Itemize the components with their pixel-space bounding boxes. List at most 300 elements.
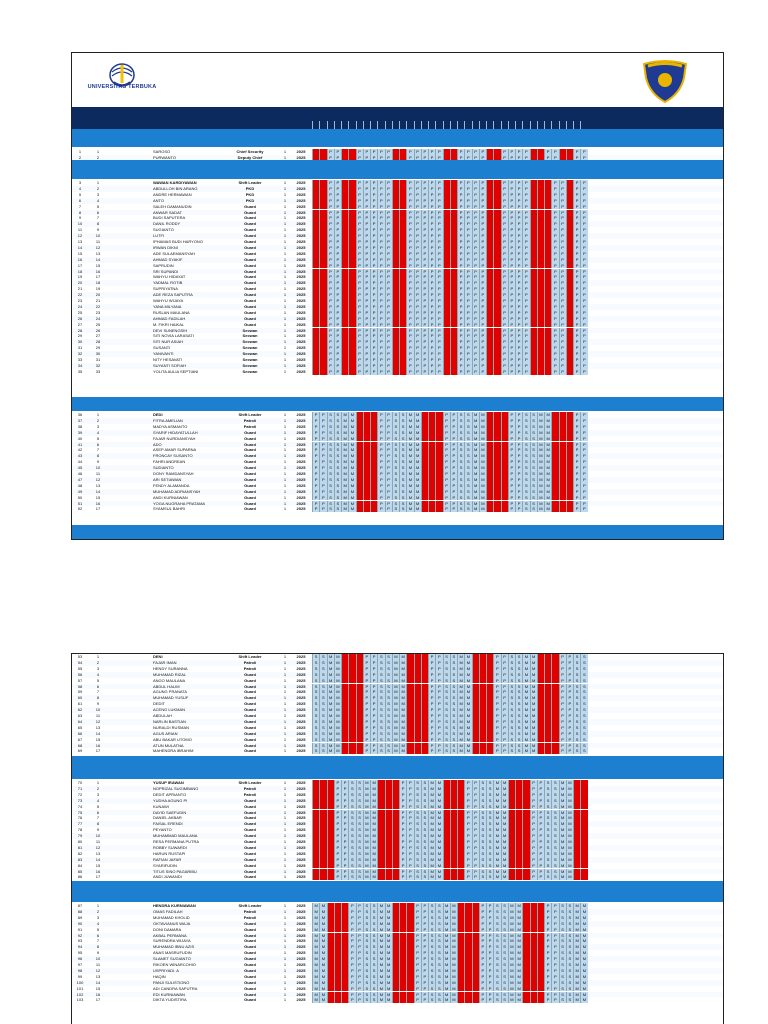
shift-cell: M [319,956,326,962]
group-number: 1 [279,980,291,986]
shift-cell: P [472,815,479,821]
shift-cell: P [385,436,392,442]
row-number: 18 [73,269,87,275]
shift-cell: M [479,471,486,477]
shift-cell: S [348,851,355,857]
shift-cell: M [544,495,551,501]
shift-cell: M [493,798,500,804]
shift-cell: S [515,684,522,690]
shift-cell: P [312,436,319,442]
shift-cell: M [537,430,544,436]
shift-cell: S [486,821,493,827]
shift-cell: S [464,495,471,501]
shift-cell: S [421,869,428,875]
shift-cell: S [479,810,486,816]
shift-cell: M [501,869,508,875]
shift-cell: P [508,483,515,489]
shift-cell: M [319,909,326,915]
year: 2025 [293,257,309,263]
group-number: 1 [279,149,291,155]
shift-cell: M [312,956,319,962]
personnel-role: Guard [232,737,268,743]
shift-cell: M [522,748,529,754]
shift-cell: M [392,689,399,695]
shift-cell: P [327,333,334,339]
shift-cell: P [551,968,558,974]
shift-cell: P [472,345,479,351]
shift-cell: M [493,815,500,821]
shift-cell: P [501,678,508,684]
shift-cell: P [406,227,413,233]
shift-cell: S [319,701,326,707]
year: 2025 [293,210,309,216]
shift-cell: M [566,874,573,880]
shift-cell: P [385,442,392,448]
shift-cell: P [559,210,566,216]
shift-cell [479,748,486,754]
shift-cell: P [414,155,421,161]
shift-cell: S [370,944,377,950]
shift-cell: P [363,251,370,257]
personnel-role: Guard [232,442,268,448]
shift-cell: P [428,333,435,339]
shift-cell: S [327,418,334,424]
shift-cell: P [435,304,442,310]
shift-cell: S [544,845,551,851]
shift-cell: P [493,666,500,672]
shift-cell: M [479,430,486,436]
shift-cell: P [435,310,442,316]
shift-cell: P [573,465,580,471]
shift-cell: M [443,921,450,927]
shift-cell: S [421,798,428,804]
shift-cell: M [537,436,544,442]
personnel-name: SAPRUDIN [152,263,238,269]
shift-cell: M [319,950,326,956]
shift-cell [537,748,544,754]
shift-cell: S [377,660,384,666]
shift-cell: P [356,149,363,155]
shift-cell: P [377,322,384,328]
shift-cell: S [443,660,450,666]
shift-cell: P [319,471,326,477]
year: 2025 [293,363,309,369]
shift-cell: P [464,798,471,804]
shift-cell: M [508,938,515,944]
personnel-name: ABDULAH [152,713,238,719]
shift-cell: P [356,909,363,915]
shift-cell: P [551,333,558,339]
shift-cell: S [559,974,566,980]
year: 2025 [293,915,309,921]
shift-cell [327,997,334,1003]
shift-cell: P [493,654,500,660]
shift-cell: P [559,339,566,345]
shift-cell: P [457,333,464,339]
shift-cell [399,369,406,375]
shift-cell: P [377,304,384,310]
group-number: 1 [279,453,291,459]
personnel-role: Patroli [232,424,268,430]
shift-cell: M [341,430,348,436]
shift-cell: P [508,269,515,275]
shift-cell: P [544,997,551,1003]
personnel-role: Guard [232,798,268,804]
shift-cell: S [428,956,435,962]
personnel-name: SALEH DAMANUDIN [152,204,238,210]
shift-cell: S [522,477,529,483]
shift-cell: P [406,192,413,198]
shift-cell: P [406,221,413,227]
year: 2025 [293,725,309,731]
shift-cell: P [515,245,522,251]
shift-cell: P [573,442,580,448]
shift-cell: P [414,992,421,998]
row-index: 23 [90,310,106,316]
shift-cell: S [435,944,442,950]
shift-cell: S [486,857,493,863]
personnel-role: Guard [232,851,268,857]
shift-cell: M [515,933,522,939]
shift-cell: M [341,418,348,424]
shift-cell: S [334,495,341,501]
shift-cell: S [385,713,392,719]
shift-cell: M [522,725,529,731]
shift-cell: M [435,786,442,792]
shift-cell: M [450,992,457,998]
row-index: 15 [90,495,106,501]
shift-cell: P [486,950,493,956]
shift-cell: P [559,186,566,192]
shift-cell: M [341,477,348,483]
shift-cell: P [450,447,457,453]
shift-cell: M [508,974,515,980]
shift-cell: P [472,280,479,286]
personnel-name: MUHAMAD KHOLID [152,915,238,921]
shift-cell: P [370,210,377,216]
shift-cell: S [363,956,370,962]
group-number: 1 [279,215,291,221]
shift-cell: S [319,654,326,660]
shift-cell: P [435,737,442,743]
year: 2025 [293,316,309,322]
shift-cell: P [508,186,515,192]
row-number: 33 [73,357,87,363]
shift-cell: M [334,672,341,678]
shift-cell: P [435,186,442,192]
shift-cell: M [443,927,450,933]
shift-cell: S [319,707,326,713]
shift-cell: S [580,743,587,749]
shift-cell: P [486,986,493,992]
shift-cell: P [515,269,522,275]
shift-cell: S [377,695,384,701]
shift-cell: M [479,418,486,424]
shift-cell: P [385,447,392,453]
shift-cell: P [370,298,377,304]
shift-cell: S [399,489,406,495]
shift-cell: M [479,477,486,483]
personnel-role: Guard [232,471,268,477]
personnel-name: PEYANTO [152,827,238,833]
group-number: 1 [279,418,291,424]
shift-cell: S [501,909,508,915]
shift-cell: M [450,927,457,933]
shift-cell: P [522,204,529,210]
shift-cell: P [515,227,522,233]
shift-cell: P [522,198,529,204]
shift-cell: P [327,210,334,216]
shift-cell: M [457,719,464,725]
shift-cell: P [363,333,370,339]
year: 2025 [293,786,309,792]
shift-cell: S [312,707,319,713]
personnel-name: ANTO [152,198,238,204]
shift-cell: S [479,804,486,810]
shift-cell: M [522,684,529,690]
group-number: 1 [279,351,291,357]
shift-cell: M [530,701,537,707]
shift-cell [312,874,319,880]
shift-cell: S [486,845,493,851]
row-number: 47 [73,477,87,483]
shift-cell: P [479,915,486,921]
shift-cell: S [508,748,515,754]
shift-cell: S [450,672,457,678]
shift-cell: P [515,351,522,357]
personnel-role: Guard [232,874,268,880]
shift-cell: S [363,986,370,992]
shift-cell: S [493,903,500,909]
shift-cell: P [399,786,406,792]
shift-cell: P [530,863,537,869]
row-index: 6 [90,933,106,939]
shift-cell: S [522,436,529,442]
shift-cell: P [377,471,384,477]
personnel-name: PURWANTO [152,155,238,161]
shift-cell: S [551,821,558,827]
shift-cell: P [493,743,500,749]
shift-cell: P [370,695,377,701]
shift-cell: P [566,719,573,725]
shift-cell: P [327,286,334,292]
shift-cell: P [334,251,341,257]
shift-cell: P [385,227,392,233]
shift-cell: M [348,506,355,512]
shift-cell: P [385,245,392,251]
shift-cell: M [493,857,500,863]
shift-cell: S [327,442,334,448]
shift-cell [406,748,413,754]
shift-cell: P [479,909,486,915]
shift-cell: P [464,227,471,233]
shift-cell: S [580,725,587,731]
shift-cell: S [551,798,558,804]
year: 2025 [293,968,309,974]
shift-cell: M [392,701,399,707]
shift-cell: P [551,962,558,968]
shift-cell: P [580,442,587,448]
shift-cell: S [363,927,370,933]
personnel-role: Chief Security [232,149,268,155]
shift-cell: P [559,684,566,690]
row-index: 14 [90,257,106,263]
shift-cell: P [515,465,522,471]
shift-cell: P [421,956,428,962]
shift-cell [486,748,493,754]
shift-cell: P [370,328,377,334]
shift-cell: M [566,839,573,845]
shift-cell: S [493,927,500,933]
year: 2025 [293,180,309,186]
shift-cell: M [457,731,464,737]
shift-cell: P [370,725,377,731]
shift-cell: S [493,997,500,1003]
shift-cell: S [450,666,457,672]
shift-cell: M [363,857,370,863]
personnel-role: Guard [232,804,268,810]
shift-cell: P [356,968,363,974]
row-index: 1 [90,654,106,660]
shift-cell: P [435,684,442,690]
shift-cell: M [363,851,370,857]
shift-cell: S [508,701,515,707]
shift-cell: P [385,489,392,495]
shift-cell: M [377,980,384,986]
shift-cell [457,997,464,1003]
shift-cell: P [515,257,522,263]
shift-cell [493,369,500,375]
shift-cell: P [544,909,551,915]
shift-cell: M [312,927,319,933]
shift-cell: P [573,263,580,269]
shift-cell: P [559,725,566,731]
shift-cell: P [551,233,558,239]
shift-cell: P [414,915,421,921]
shift-cell: P [327,155,334,161]
personnel-name: NOPRIZAL SUGIMBANG [152,786,238,792]
shift-cell: P [356,333,363,339]
shift-cell: S [464,447,471,453]
shift-cell: P [544,962,551,968]
shift-cell: M [443,944,450,950]
shift-cell: P [501,263,508,269]
shift-cell: S [399,459,406,465]
shift-cell: P [457,298,464,304]
shift-cell: P [479,269,486,275]
year: 2025 [293,804,309,810]
shift-cell: M [414,430,421,436]
shift-cell: S [522,501,529,507]
shift-cell: P [435,245,442,251]
shift-cell: P [522,239,529,245]
personnel-name: DENI [152,654,238,660]
shift-cell: P [472,239,479,245]
shift-cell: P [363,286,370,292]
shift-cell: M [450,903,457,909]
shift-cell: M [334,678,341,684]
shift-cell: P [559,204,566,210]
shift-cell: P [334,149,341,155]
shift-cell: M [544,442,551,448]
shift-cell: P [327,363,334,369]
shift-cell: M [544,453,551,459]
shift-cell: P [428,701,435,707]
shift-cell: P [580,483,587,489]
shift-cell: S [421,833,428,839]
shift-cell: P [312,506,319,512]
shift-cell: P [385,263,392,269]
shift-cell: P [472,155,479,161]
shift-cell: M [392,654,399,660]
shift-cell: P [559,713,566,719]
personnel-name: SITI NOVIA LARASATI [152,333,238,339]
shift-cell: M [319,915,326,921]
shift-cell: M [457,654,464,660]
row-index: 28 [90,339,106,345]
shift-cell: P [472,863,479,869]
shift-cell: S [486,798,493,804]
shift-cell: P [356,186,363,192]
shift-cell: M [450,921,457,927]
personnel-name: FRONCAY SUSANTO [152,453,238,459]
shift-cell: P [580,501,587,507]
shift-cell: M [544,489,551,495]
shift-cell: S [385,748,392,754]
row-number: 85 [73,869,87,875]
row-number: 72 [73,792,87,798]
shift-cell: P [406,363,413,369]
shift-cell: P [327,215,334,221]
shift-cell: P [472,845,479,851]
shift-cell: P [522,333,529,339]
shift-cell: P [327,298,334,304]
shift-cell: S [356,804,363,810]
shift-cell: M [406,412,413,418]
shift-cell: P [537,874,544,880]
group-number: 1 [279,298,291,304]
shift-cell: P [341,792,348,798]
shift-cell: M [341,459,348,465]
personnel-role: Guard [232,215,268,221]
row-number: 58 [73,684,87,690]
shift-cell: P [559,666,566,672]
row-number: 24 [73,304,87,310]
shift-cell: S [348,804,355,810]
shift-cell: P [501,155,508,161]
shift-cell: M [392,748,399,754]
personnel-role: Guard [232,292,268,298]
shift-cell: P [580,263,587,269]
shift-cell: M [334,707,341,713]
shift-cell: M [472,453,479,459]
shift-cell: P [566,660,573,666]
row-index: 11 [90,239,106,245]
shift-cell: M [370,874,377,880]
shift-cell: S [428,980,435,986]
shift-cell: S [580,684,587,690]
shift-cell: S [450,660,457,666]
personnel-name: IPHAMAS BUDI HARYONO [152,239,238,245]
shift-cell: S [356,786,363,792]
shift-cell: S [566,968,573,974]
shift-cell: M [385,921,392,927]
shift-cell: M [530,660,537,666]
shift-cell: P [443,465,450,471]
shift-cell: M [428,815,435,821]
shift-cell: S [566,997,573,1003]
shift-cell: M [327,713,334,719]
